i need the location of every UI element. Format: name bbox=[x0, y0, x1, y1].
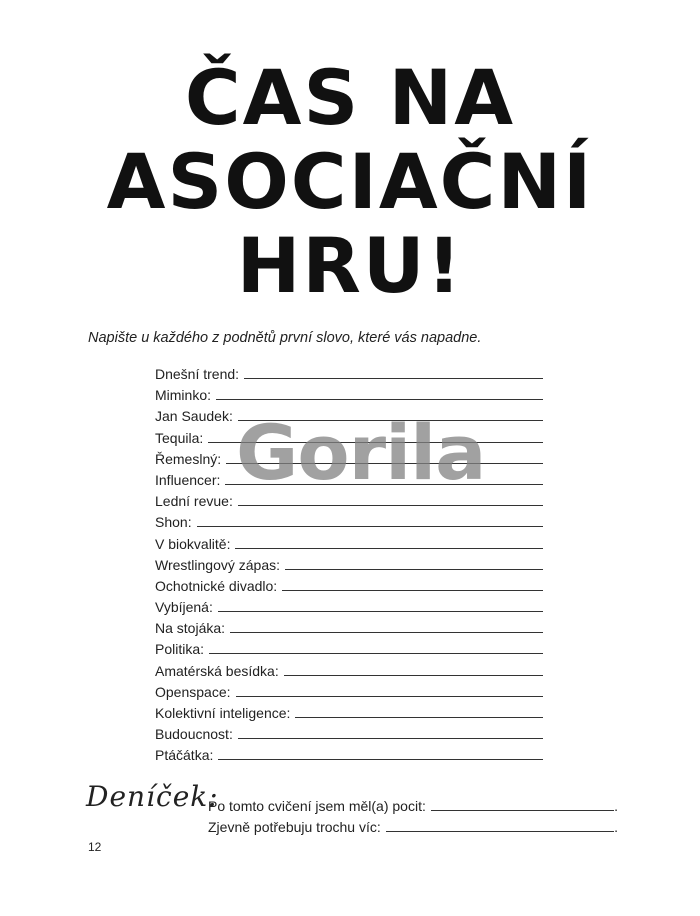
prompt-label: Dnešní trend: bbox=[155, 366, 240, 382]
prompt-row bbox=[155, 366, 543, 387]
prompt-label: Řemeslný: bbox=[155, 450, 222, 467]
answer-line[interactable] bbox=[197, 514, 543, 527]
prompt-row bbox=[155, 387, 543, 408]
answer-line[interactable] bbox=[282, 578, 543, 591]
prompt-row bbox=[155, 620, 543, 641]
prompt-row bbox=[155, 663, 543, 684]
page-title bbox=[0, 53, 700, 310]
answer-line[interactable] bbox=[285, 557, 543, 570]
prompt-label: Miminko: bbox=[155, 387, 212, 404]
prompt-label: Amatérská besídka: bbox=[155, 662, 279, 679]
prompt-row bbox=[155, 726, 543, 747]
diary-section bbox=[208, 798, 618, 840]
prompt-label: Openspace: bbox=[155, 683, 231, 700]
prompt-label: Influencer: bbox=[155, 471, 221, 488]
page-title-line-1: ČAS NA bbox=[184, 53, 516, 142]
prompt-row bbox=[155, 578, 543, 599]
diary-row bbox=[208, 819, 618, 840]
prompt-row bbox=[155, 599, 543, 620]
prompt-label: Vybíjená: bbox=[155, 599, 213, 616]
prompt-label: Ptáčátka: bbox=[155, 747, 214, 764]
answer-line[interactable] bbox=[235, 536, 543, 549]
answer-line[interactable] bbox=[295, 705, 543, 718]
prompt-row bbox=[155, 514, 543, 535]
prompt-row bbox=[155, 557, 543, 578]
prompt-label: Kolektivní inteligence: bbox=[155, 705, 291, 721]
answer-line[interactable] bbox=[244, 366, 543, 379]
prompt-row bbox=[155, 536, 543, 557]
page-title-line-3: HRU! bbox=[236, 221, 464, 310]
prompt-label: Budoucnost: bbox=[155, 726, 233, 743]
prompt-label: Shon: bbox=[155, 514, 192, 531]
prompt-row bbox=[155, 641, 543, 662]
prompt-label: Na stojáka: bbox=[155, 620, 226, 637]
answer-line[interactable] bbox=[238, 726, 543, 739]
answer-line[interactable] bbox=[218, 599, 543, 612]
diary-answer-line[interactable] bbox=[386, 819, 614, 832]
diary-period: . bbox=[614, 819, 618, 835]
prompt-label: Tequila: bbox=[155, 429, 204, 446]
prompt-label: Politika: bbox=[155, 641, 205, 658]
page-number: 12 bbox=[88, 840, 102, 854]
prompt-label: Ochotnické divadlo: bbox=[155, 577, 278, 594]
prompt-label: Wrestlingový zápas: bbox=[155, 556, 281, 573]
gorila-watermark: Gorila bbox=[236, 408, 486, 497]
answer-line[interactable] bbox=[284, 663, 543, 676]
prompt-row bbox=[155, 684, 543, 705]
prompt-label: Lední revue: bbox=[155, 493, 233, 510]
page-title-line-2: ASOCIAČNÍ bbox=[106, 137, 594, 226]
prompt-row bbox=[155, 705, 543, 726]
diary-prompt-feeling: Po tomto cvičení jsem měl(a) pocit: bbox=[208, 798, 426, 814]
answer-line[interactable] bbox=[218, 747, 543, 760]
diary-heading: Deníček: bbox=[86, 780, 219, 813]
diary-period: . bbox=[614, 798, 618, 814]
prompt-row bbox=[155, 747, 543, 768]
answer-line[interactable] bbox=[236, 684, 544, 697]
answer-line[interactable] bbox=[230, 620, 543, 633]
diary-prompt-need: Zjevně potřebuju trochu víc: bbox=[208, 819, 381, 835]
answer-line[interactable] bbox=[209, 641, 543, 654]
prompt-label: Jan Saudek: bbox=[155, 408, 233, 425]
prompt-label: V biokvalitě: bbox=[155, 535, 231, 552]
diary-answer-line[interactable] bbox=[431, 798, 614, 811]
instruction-text: Napište u každého z podnětů první slovo, které vás napadne. bbox=[88, 330, 482, 346]
answer-line[interactable] bbox=[216, 387, 543, 400]
diary-row bbox=[208, 798, 618, 819]
